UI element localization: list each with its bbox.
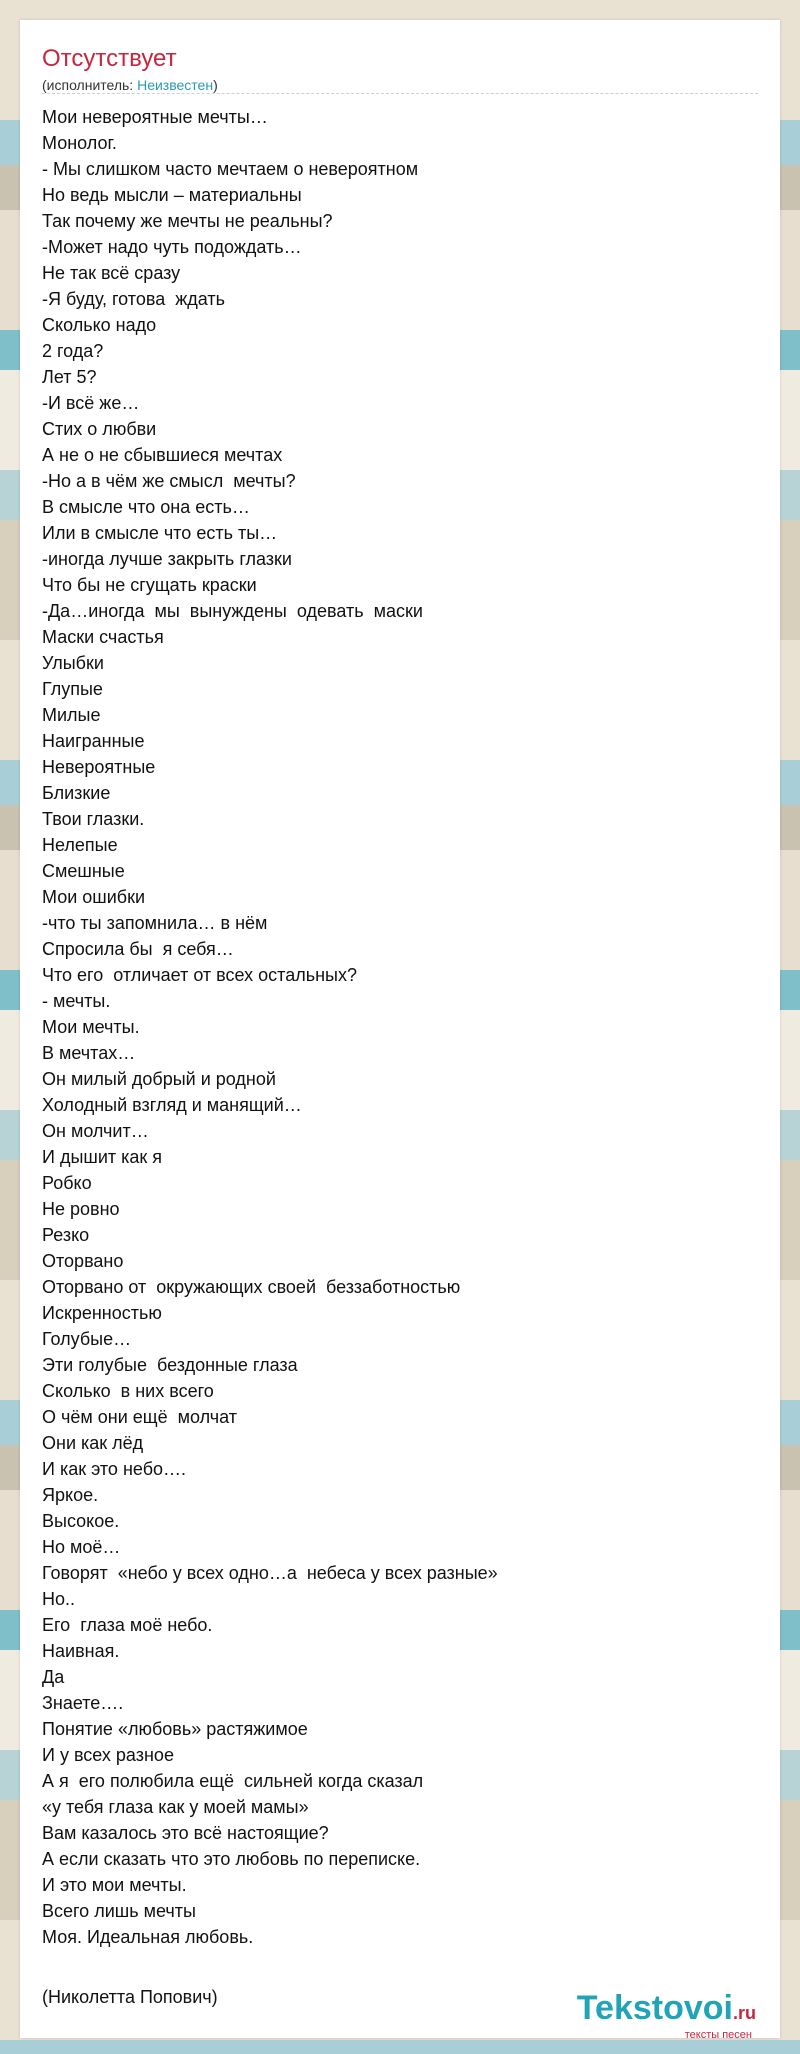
lyric-line: Оторвано [42, 1251, 124, 1271]
lyric-line: -Но а в чём же смысл мечты? [42, 471, 296, 491]
lyric-line: О чём они ещё молчат [42, 1407, 237, 1427]
lyric-line: Он молчит… [42, 1121, 149, 1141]
lyric-line: Всего лишь мечты [42, 1901, 196, 1921]
lyric-line: Близкие [42, 783, 111, 803]
lyric-line: Глупые [42, 679, 103, 699]
lyric-line: Но.. [42, 1589, 76, 1609]
logo-tagline: тексты песен [684, 2029, 752, 2041]
lyric-line: А я его полюбила ещё сильней когда сказал [42, 1771, 424, 1791]
lyric-line: И у всех разное [42, 1745, 174, 1765]
logo-wordmark [577, 1990, 756, 2031]
lyric-line: «у тебя глаза как у моей мамы» [42, 1797, 309, 1817]
lyric-line: Резко [42, 1225, 90, 1245]
lyric-line: И как это небо…. [42, 1459, 187, 1479]
lyric-line: -Может надо чуть подождать… [42, 237, 302, 257]
lyric-line: Искренностью [42, 1303, 162, 1323]
lyric-line: -И всё же… [42, 393, 140, 413]
lyric-line: Или в смысле что есть ты… [42, 523, 278, 543]
lyric-line: Понятие «любовь» растяжимое [42, 1719, 308, 1739]
lyric-line: Но ведь мысли – материальны [42, 185, 302, 205]
lyric-line: Голубые… [42, 1329, 132, 1349]
lyric-line: Он милый добрый и родной [42, 1069, 276, 1089]
lyric-line: Монолог. [42, 133, 117, 153]
lyric-line: Высокое. [42, 1511, 120, 1531]
lyric-line: Но моё… [42, 1537, 121, 1557]
site-logo[interactable] [577, 1990, 756, 2041]
performer-close: ) [213, 77, 218, 93]
logo-tld: .ru [732, 2003, 756, 2023]
performer-line [42, 76, 218, 94]
lyric-line: Говорят «небо у всех одно…а небеса у всех разные» [42, 1563, 498, 1583]
lyric-line: 2 года? [42, 341, 104, 361]
lyric-line: -Я буду, готова ждать [42, 289, 226, 309]
lyrics-author: (Николетта Попович) [42, 1987, 218, 2007]
logo-name: Tekstovoi [576, 1989, 733, 2027]
performer-label: (исполнитель: [42, 77, 138, 93]
lyric-line: Что его отличает от всех остальных? [42, 965, 357, 985]
song-title: Отсутствует [42, 45, 177, 72]
lyric-line: - Мы слишком часто мечтаем о невероятном [42, 159, 419, 179]
lyric-line: -что ты запомнила… в нём [42, 913, 268, 933]
lyric-line: В мечтах… [42, 1043, 136, 1063]
lyric-line: Да [42, 1667, 65, 1687]
lyric-line: Сколько надо [42, 315, 157, 335]
lyrics-card [20, 20, 780, 2041]
lyric-line: Невероятные [42, 757, 156, 777]
lyrics-text [42, 104, 498, 1950]
lyric-line: Спросила бы я себя… [42, 939, 234, 959]
lyric-line: Мои мечты. [42, 1017, 140, 1037]
lyric-line: Его глаза моё небо. [42, 1615, 213, 1635]
lyric-line: Вам казалось это всё настоящие? [42, 1823, 329, 1843]
lyric-line: Мои ошибки [42, 887, 146, 907]
lyric-line: Твои глазки. [42, 809, 145, 829]
lyric-line: Наивная. [42, 1641, 120, 1661]
lyric-line: В смысле что она есть… [42, 497, 250, 517]
lyric-line: Маски счастья [42, 627, 164, 647]
performer-link[interactable]: Неизвестен [137, 77, 214, 93]
lyric-line: -иногда лучше закрыть глазки [42, 549, 292, 569]
lyric-line: Сколько в них всего [42, 1381, 214, 1401]
lyric-line: - мечты. [42, 991, 111, 1011]
lyric-line: Наигранные [42, 731, 145, 751]
lyric-line: Знаете…. [42, 1693, 124, 1713]
lyric-line: Что бы не сгущать краски [42, 575, 257, 595]
lyric-line: Так почему же мечты не реальны? [42, 211, 333, 231]
lyric-line: А если сказать что это любовь по переписке. [42, 1849, 421, 1869]
lyric-line: А не о не сбывшиеся мечтах [42, 445, 283, 465]
lyric-line: -Да…иногда мы вынуждены одевать маски [42, 601, 423, 621]
lyric-line: Мои невероятные мечты… [42, 107, 268, 127]
lyric-line: Моя. Идеальная любовь. [42, 1927, 254, 1947]
lyric-line: Холодный взгляд и манящий… [42, 1095, 302, 1115]
lyric-line: Лет 5? [42, 367, 97, 387]
lyric-line: Смешные [42, 861, 125, 881]
lyric-line: Улыбки [42, 653, 104, 673]
lyric-line: Робко [42, 1173, 92, 1193]
lyric-line: Эти голубые бездонные глаза [42, 1355, 298, 1375]
lyric-line: Милые [42, 705, 101, 725]
lyric-line: Не ровно [42, 1199, 120, 1219]
lyric-line: И дышит как я [42, 1147, 163, 1167]
lyric-line: Они как лёд [42, 1433, 144, 1453]
title-divider [42, 93, 758, 94]
lyric-line: Оторвано от окружающих своей беззаботностью [42, 1277, 461, 1297]
lyric-line: Нелепые [42, 835, 118, 855]
lyric-line: Не так всё сразу [42, 263, 181, 283]
lyric-line: Яркое. [42, 1485, 99, 1505]
lyric-line: И это мои мечты. [42, 1875, 187, 1895]
lyric-line: Стих о любви [42, 419, 157, 439]
